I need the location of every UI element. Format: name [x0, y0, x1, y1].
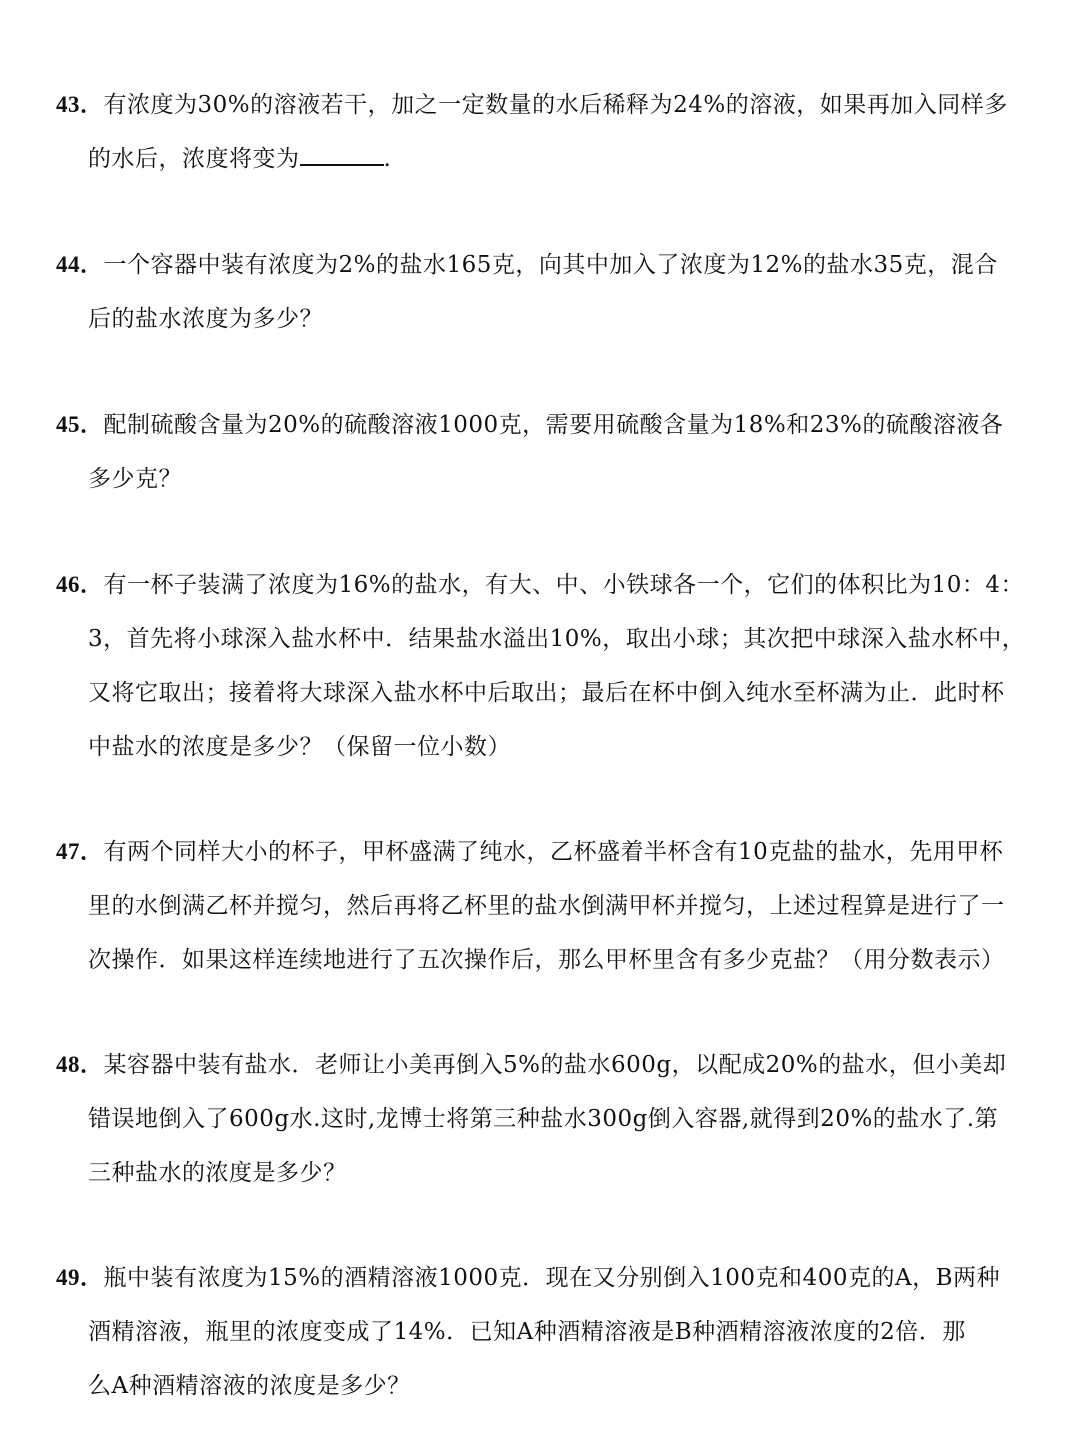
problem-text: .: [383, 146, 392, 172]
problem-text: 里的水倒满乙杯并搅匀，然后再将乙杯里的盐水倒满甲杯并搅匀，上述过程算是进行了一: [88, 893, 1005, 919]
problem-48-line-1: 48．某容器中装有盐水．老师让小美再倒入5%的盐水600g，以配成20%的盐水，但小美却: [56, 1052, 1007, 1078]
problem-48-line-3: [56, 1146, 1028, 1200]
problem-number: 46: [56, 572, 80, 597]
problem-text: 又将它取出；接着将大球深入盐水杯中后取出；最后在杯中倒入纯水至杯满为止．此时杯: [88, 680, 1005, 706]
problem-text: 错误地倒入了600g水.这时,龙博士将第三种盐水300g倒入容器,就得到20%的盐水了.第: [88, 1106, 999, 1132]
problem-text: 的水后，浓度将变为: [88, 146, 300, 172]
problem-text: 有浓度为30%的溶液若干，加之一定数量的水后稀释为24%的溶液，如果再加入同样多: [103, 92, 1008, 118]
problem-46-line-3: [56, 666, 1028, 720]
answer-blank[interactable]: [300, 144, 384, 166]
problem-46: [56, 558, 1028, 774]
problem-text: 次操作．如果这样连续地进行了五次操作后，那么甲杯里含有多少克盐？（用分数表示）: [88, 947, 1005, 973]
problem-48-line-2: [56, 1092, 1028, 1146]
problem-text: 配制硫酸含量为20%的硫酸溶液1000克，需要用硫酸含量为18%和23%的硫酸溶液各: [103, 412, 1004, 438]
problem-number: 48: [56, 1052, 80, 1077]
problem-number: 43: [56, 92, 80, 117]
problem-49-line-3: [56, 1359, 1028, 1413]
problem-43: [56, 78, 1028, 186]
problem-text: 某容器中装有盐水．老师让小美再倒入5%的盐水600g，以配成20%的盐水，但小美却: [103, 1052, 1007, 1078]
problem-45-line-2: [56, 452, 1028, 506]
problem-44-line-2: [56, 292, 1028, 346]
problem-44-line-1: 44．一个容器中装有浓度为2%的盐水165克，向其中加入了浓度为12%的盐水35克，混合: [56, 252, 998, 278]
problem-text: 酒精溶液，瓶里的浓度变成了14%．已知A种酒精溶液是B种酒精溶液浓度的2倍．那: [88, 1319, 966, 1345]
problem-47: [56, 825, 1028, 987]
problem-47-line-2: [56, 879, 1028, 933]
problem-number: 49: [56, 1265, 80, 1290]
problem-43-line-2: [56, 132, 1028, 186]
problem-48: [56, 1038, 1028, 1200]
problem-49-line-2: [56, 1305, 1028, 1359]
problem-text: 有两个同样大小的杯子，甲杯盛满了纯水，乙杯盛着半杯含有10克盐的盐水，先用甲杯: [103, 839, 1004, 865]
problem-43-line-1: 43．有浓度为30%的溶液若干，加之一定数量的水后稀释为24%的溶液，如果再加入同样多: [56, 92, 1008, 118]
problem-text: 一个容器中装有浓度为2%的盐水165克，向其中加入了浓度为12%的盐水35克，混合: [103, 252, 998, 278]
problem-text: 么A种酒精溶液的浓度是多少？: [88, 1373, 411, 1399]
problem-47-line-1: 47．有两个同样大小的杯子，甲杯盛满了纯水，乙杯盛着半杯含有10克盐的盐水，先用甲杯: [56, 839, 1004, 865]
problem-45-line-1: 45．配制硫酸含量为20%的硫酸溶液1000克，需要用硫酸含量为18%和23%的硫酸溶液各: [56, 412, 1004, 438]
problem-49-line-1: 49．瓶中装有浓度为15%的酒精溶液1000克．现在又分别倒入100克和400克的A，B两种: [56, 1265, 1000, 1291]
problem-text: 中盐水的浓度是多少？（保留一位小数）: [88, 734, 511, 760]
problem-46-line-2: [56, 612, 1028, 666]
problem-text: 有一杯子装满了浓度为16%的盐水，有大、中、小铁球各一个，它们的体积比为10：4：: [103, 572, 1025, 598]
problem-number: 45: [56, 412, 80, 437]
problem-number: 44: [56, 252, 80, 277]
problem-46-line-1: 46．有一杯子装满了浓度为16%的盐水，有大、中、小铁球各一个，它们的体积比为10：4：: [56, 572, 1025, 598]
problem-47-line-3: [56, 933, 1028, 987]
problem-text: 多少克？: [88, 466, 182, 492]
problem-45: [56, 398, 1028, 506]
problem-text: 后的盐水浓度为多少？: [88, 306, 323, 332]
problem-text: 3，首先将小球深入盐水杯中．结果盐水溢出10%，取出小球；其次把中球深入盐水杯中，: [88, 626, 1026, 652]
problem-text: 三种盐水的浓度是多少？: [88, 1160, 347, 1186]
problem-49: [56, 1251, 1028, 1413]
problem-number: 47: [56, 839, 80, 864]
problem-text: 瓶中装有浓度为15%的酒精溶液1000克．现在又分别倒入100克和400克的A，B两种: [103, 1265, 1000, 1291]
problem-46-line-4: [56, 720, 1028, 774]
problem-44: [56, 238, 1028, 346]
